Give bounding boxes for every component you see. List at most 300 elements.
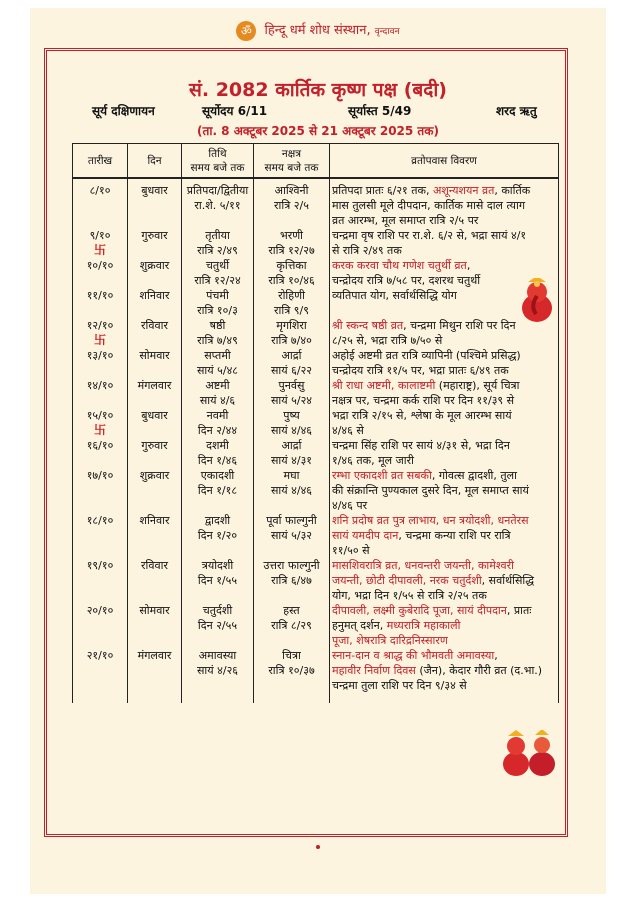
vrat-text: श्री राधा अष्टमी, कालाष्टमी: [332, 379, 436, 392]
date-value: १२/१०: [86, 319, 114, 332]
tithi-cell: [182, 633, 254, 648]
ayan-label: सूर्य दक्षिणायन: [92, 104, 155, 118]
table-row: [73, 468, 559, 483]
day-cell: [128, 393, 182, 408]
vrat-cell: [330, 438, 559, 453]
tithi-time: रा.शे. ५/११: [194, 199, 241, 212]
day-value: मंगलवार: [137, 649, 172, 662]
date-cell: [73, 603, 128, 618]
tithi-time: दिन २/५५: [197, 619, 238, 632]
nakshatra-name: आश्विनी: [274, 184, 309, 197]
day-value: बुधवार: [141, 184, 168, 197]
day-cell: [128, 348, 182, 363]
tithi-cell: [182, 558, 254, 573]
nakshatra-cell: [254, 243, 330, 258]
day-cell: [128, 318, 182, 333]
day-cell: [128, 258, 182, 273]
tithi-cell: [182, 408, 254, 423]
table-bottom: [73, 693, 559, 703]
table-row: [73, 333, 559, 348]
day-value: गुरुवार: [141, 229, 168, 242]
table-row: [73, 528, 559, 543]
nakshatra-cell: [254, 543, 330, 558]
table-row: [73, 558, 559, 573]
date-cell: [73, 543, 128, 558]
table-row: [73, 423, 559, 438]
day-cell: [128, 423, 182, 438]
nakshatra-cell: [254, 603, 330, 618]
date-value: १३/१०: [86, 349, 114, 362]
swastik-icon: 卐: [93, 423, 106, 437]
vrat-text: योग, भद्रा दिन १/५५ से रात्रि २/२५ तक: [332, 589, 487, 602]
nakshatra-time: रात्रि ६/४७: [271, 574, 312, 587]
nakshatra-cell: [254, 288, 330, 303]
table-row: [73, 678, 559, 693]
col-tithi-sub: समय बजे तक: [190, 161, 245, 174]
date-cell: [73, 588, 128, 603]
day-cell: [128, 213, 182, 228]
tithi-time: दिन १/१८: [197, 484, 238, 497]
tithi-time: रात्रि ७/४९: [197, 334, 238, 347]
day-cell: [128, 528, 182, 543]
day-cell: [128, 333, 182, 348]
nakshatra-cell: [254, 333, 330, 348]
table-row: [73, 363, 559, 378]
nakshatra-cell: [254, 648, 330, 663]
table-bottom-cell: [128, 693, 182, 703]
vrat-text: , चन्द्रमा कन्या राशि पर रात्रि: [398, 529, 511, 542]
day-cell: [128, 513, 182, 528]
date-cell: [73, 468, 128, 483]
org-name: हिन्दू धर्म शोध संस्थान,: [264, 23, 371, 38]
col-nakshatra-sub: समय बजे तक: [264, 161, 319, 174]
table-row: [73, 573, 559, 588]
day-cell: [128, 378, 182, 393]
om-icon: ॐ: [236, 21, 256, 41]
vrat-cell: [330, 348, 559, 363]
vrat-text: , कार्तिक: [494, 184, 531, 197]
table-row: [73, 438, 559, 453]
tithi-name: सप्तमी: [204, 349, 231, 362]
nakshatra-cell: [254, 663, 330, 678]
nakshatra-cell: [254, 228, 330, 243]
date-value: १४/१०: [86, 379, 114, 392]
tithi-name: त्रयोदशी: [201, 559, 234, 572]
date-cell: [73, 198, 128, 213]
date-cell: [73, 318, 128, 333]
nakshatra-cell: [254, 363, 330, 378]
table-row: [73, 273, 559, 288]
nakshatra-cell: [254, 198, 330, 213]
day-cell: [128, 678, 182, 693]
day-cell: [128, 468, 182, 483]
table-bottom-cell: [254, 693, 330, 703]
day-cell: [128, 588, 182, 603]
nakshatra-name: हस्त: [283, 604, 300, 617]
day-value: रविवार: [141, 559, 168, 572]
nakshatra-time: सायं ४/४६: [270, 424, 313, 437]
nakshatra-name: मघा: [283, 469, 300, 482]
date-cell: [73, 453, 128, 468]
nakshatra-name: मृगशिरा: [276, 319, 307, 332]
vrat-text: चन्द्रमा वृष राशि पर रा.शे. ६/२ से, भद्रा सायं ४/१: [332, 229, 527, 242]
vrat-text: , चन्द्रमा मिथुन राशि पर दिन: [403, 319, 516, 332]
tithi-cell: [182, 303, 254, 318]
day-cell: [128, 408, 182, 423]
date-value: १९/१०: [86, 559, 114, 572]
table-row: [73, 633, 559, 648]
date-cell: [73, 483, 128, 498]
date-cell: [73, 438, 128, 453]
vrat-text: नक्षत्र पर, चन्द्रमा कर्क राशि पर दिन ११/३९ से: [332, 394, 515, 407]
vrat-text: ८/२५ से, भद्रा रात्रि ७/५० से: [332, 334, 443, 347]
date-cell: [73, 213, 128, 228]
tithi-cell: [182, 348, 254, 363]
date-cell: [73, 528, 128, 543]
nakshatra-cell: [254, 393, 330, 408]
nakshatra-cell: [254, 438, 330, 453]
sunset-label: सूर्यास्त 5/49: [348, 104, 412, 118]
vrat-cell: [330, 603, 559, 618]
vrat-cell: [330, 363, 559, 378]
vrat-text: स्नान-दान व श्राद्ध की भौमवती अमावस्या: [332, 649, 495, 662]
tithi-cell: [182, 603, 254, 618]
vrat-text: ११/५० से: [332, 544, 370, 557]
table-row: [73, 378, 559, 393]
date-value: ९/१०: [89, 229, 111, 242]
vrat-cell: [330, 243, 559, 258]
date-cell: [73, 303, 128, 318]
tithi-cell: [182, 258, 254, 273]
table-row: [73, 213, 559, 228]
nakshatra-cell: [254, 588, 330, 603]
tithi-name: तृतीया: [205, 229, 230, 242]
tithi-cell: [182, 513, 254, 528]
tithi-name: नवमी: [206, 409, 229, 422]
nakshatra-time: रात्रि २/५: [274, 199, 309, 212]
vrat-text: प्रतिपदा प्रातः ६/२१ तक,: [332, 184, 433, 197]
day-cell: [128, 363, 182, 378]
date-cell: [73, 183, 128, 198]
vrat-cell: [330, 228, 559, 243]
vrat-text: व्यतिपात योग, सर्वार्थसिद्धि योग: [332, 289, 457, 302]
date-cell: [73, 423, 128, 438]
table-row: [73, 498, 559, 513]
nakshatra-cell: [254, 348, 330, 363]
day-value: सोमवार: [139, 604, 170, 617]
vrat-cell: [330, 423, 559, 438]
vrat-text: पूजा, शेषरात्रि दारिद्रनिस्सारण: [332, 634, 448, 647]
col-tithi-label: तिथि: [208, 147, 227, 160]
tithi-name: एकादशी: [200, 469, 235, 482]
nakshatra-name: आर्द्रा: [281, 439, 302, 452]
tithi-cell: [182, 453, 254, 468]
date-cell: [73, 363, 128, 378]
date-cell: [73, 558, 128, 573]
tithi-cell: [182, 528, 254, 543]
day-cell: [128, 183, 182, 198]
nakshatra-name: कृत्तिका: [276, 259, 307, 272]
day-value: शुक्रवार: [139, 469, 170, 482]
nakshatra-cell: [254, 378, 330, 393]
vrat-cell: [330, 633, 559, 648]
nakshatra-name: पुनर्वसु: [278, 379, 305, 392]
nakshatra-cell: [254, 468, 330, 483]
tithi-cell: [182, 363, 254, 378]
day-value: बुधवार: [141, 409, 168, 422]
tithi-time: रात्रि १२/२४: [194, 274, 241, 287]
tithi-cell: [182, 648, 254, 663]
date-value: १०/१०: [86, 259, 114, 272]
vrat-cell: [330, 198, 559, 213]
nakshatra-cell: [254, 573, 330, 588]
tithi-cell: [182, 498, 254, 513]
vrat-text: व्रत आरम्भ, मूल समाप्त रात्रि २/५ पर: [332, 214, 479, 227]
nakshatra-time: सायं ४/४६: [270, 484, 313, 497]
date-cell: [73, 378, 128, 393]
swastik-icon: 卐: [93, 333, 106, 347]
table-row: [73, 198, 559, 213]
col-tithi-header: [182, 144, 254, 179]
vrat-cell: [330, 468, 559, 483]
vrat-cell: [330, 378, 559, 393]
date-cell: [73, 648, 128, 663]
nakshatra-time: रात्रि १०/४६: [268, 274, 315, 287]
date-cell: [73, 348, 128, 363]
table-row: [73, 408, 559, 423]
date-cell: [73, 288, 128, 303]
vrat-cell: [330, 678, 559, 693]
tithi-name: पंचमी: [206, 289, 229, 302]
vrat-cell: [330, 408, 559, 423]
vrat-text: १/४६ तक, मूल जारी: [332, 454, 414, 467]
tithi-cell: [182, 573, 254, 588]
nakshatra-cell: [254, 273, 330, 288]
tithi-cell: [182, 468, 254, 483]
tithi-cell: [182, 678, 254, 693]
date-cell: [73, 633, 128, 648]
tithi-cell: [182, 423, 254, 438]
date-value: ११/१०: [86, 289, 114, 302]
vrat-text: मासशिवरात्रि व्रत, धनवन्तरी जयन्ती, कामेश्वरी: [332, 559, 514, 572]
org-place: वृन्दावन: [374, 27, 400, 37]
tithi-time: दिन १/२०: [197, 529, 238, 542]
vrat-cell: [330, 528, 559, 543]
nakshatra-cell: [254, 213, 330, 228]
table-row: [73, 228, 559, 243]
nakshatra-cell: [254, 633, 330, 648]
day-cell: [128, 243, 182, 258]
date-value: २१/१०: [86, 649, 114, 662]
day-cell: [128, 648, 182, 663]
table-header-row: [73, 144, 559, 179]
nakshatra-cell: [254, 678, 330, 693]
table-row: [73, 303, 559, 318]
table-row: [73, 513, 559, 528]
date-cell: [73, 408, 128, 423]
date-cell: [73, 228, 128, 243]
vrat-text: चन्द्रमा तुला राशि पर दिन ९/३४ से: [332, 679, 467, 692]
tithi-cell: [182, 438, 254, 453]
nakshatra-time: रात्रि ८/२९: [271, 619, 312, 632]
date-value: ८/१०: [89, 184, 111, 197]
tithi-cell: [182, 393, 254, 408]
table-row: [73, 648, 559, 663]
day-cell: [128, 558, 182, 573]
vrat-text: चन्द्रमा सिंह राशि पर सायं ४/३१ से, भद्रा दिन: [332, 439, 510, 452]
nakshatra-time: सायं ६/२२: [270, 364, 313, 377]
tithi-cell: [182, 543, 254, 558]
vrat-cell: [330, 513, 559, 528]
table-bottom-cell: [73, 693, 128, 703]
vrat-text: , प्रातः: [506, 604, 532, 617]
nakshatra-cell: [254, 258, 330, 273]
tithi-cell: [182, 288, 254, 303]
page-title: सं. 2082 कार्तिक कृष्ण पक्ष (बदी): [189, 79, 447, 101]
nakshatra-cell: [254, 528, 330, 543]
tithi-cell: [182, 483, 254, 498]
nakshatra-name: भरणी: [279, 229, 304, 242]
nakshatra-cell: [254, 183, 330, 198]
tithi-cell: [182, 183, 254, 198]
nakshatra-name: रोहिणी: [278, 289, 305, 302]
col-vrat-header: व्रतोपवास विवरण: [330, 144, 559, 179]
nakshatra-time: सायं ५/२४: [270, 394, 313, 407]
nakshatra-name: चित्रा: [282, 649, 301, 662]
day-cell: [128, 453, 182, 468]
vrat-cell: [330, 588, 559, 603]
tithi-name: दशमी: [206, 439, 229, 452]
day-cell: [128, 543, 182, 558]
vrat-cell: [330, 648, 559, 663]
vrat-text: जयन्ती, छोटी दीपावली, नरक चतुर्दशी: [332, 574, 482, 587]
vrat-text: अशून्यशयन व्रत: [432, 184, 495, 197]
table-bottom-cell: [330, 693, 559, 703]
day-cell: [128, 573, 182, 588]
day-cell: [128, 618, 182, 633]
sunrise-label: सूर्योदय 6/11: [202, 104, 268, 118]
table-row: [73, 183, 559, 198]
nakshatra-cell: [254, 453, 330, 468]
date-cell: [73, 498, 128, 513]
tithi-time: दिन १/५५: [197, 574, 238, 587]
table-row: [73, 453, 559, 468]
vrat-text: (जैन), केदार गौरी व्रत (द.भा.): [415, 664, 543, 677]
tithi-cell: [182, 273, 254, 288]
vrat-text: ४/४६ से: [332, 424, 364, 437]
day-cell: [128, 498, 182, 513]
day-cell: [128, 288, 182, 303]
tithi-time: दिन १/४६: [197, 454, 238, 467]
date-value: २०/१०: [86, 604, 114, 617]
vrat-text: (महाराष्ट्र), सूर्य चित्रा: [435, 379, 520, 392]
table-row: [73, 348, 559, 363]
decorative-dot: [316, 845, 320, 849]
tithi-time: दिन २/४४: [197, 424, 238, 437]
day-cell: [128, 273, 182, 288]
day-cell: [128, 483, 182, 498]
day-cell: [128, 198, 182, 213]
vrat-text: महावीर निर्वाण दिवस: [332, 664, 416, 677]
date-cell: [73, 573, 128, 588]
tithi-cell: [182, 318, 254, 333]
tithi-name: अष्टमी: [205, 379, 230, 392]
nakshatra-time: सायं ५/३२: [270, 529, 313, 542]
nakshatra-cell: [254, 423, 330, 438]
nakshatra-name: उत्तरा फाल्गुनी: [263, 559, 320, 572]
tithi-name: अमावस्या: [198, 649, 237, 662]
nakshatra-cell: [254, 318, 330, 333]
date-cell: [73, 663, 128, 678]
vrat-cell: [330, 393, 559, 408]
tithi-cell: [182, 198, 254, 213]
col-nakshatra-header: [254, 144, 330, 179]
date-value: १६/१०: [86, 439, 114, 452]
day-cell: [128, 633, 182, 648]
date-value: १८/१०: [86, 514, 114, 527]
table-row: [73, 318, 559, 333]
col-nakshatra-label: नक्षत्र: [281, 147, 302, 160]
table-row: [73, 258, 559, 273]
nakshatra-time: सायं ४/३१: [270, 454, 313, 467]
vrat-cell: [330, 573, 559, 588]
tithi-cell: [182, 228, 254, 243]
date-cell: [73, 393, 128, 408]
nakshatra-cell: [254, 303, 330, 318]
tithi-cell: [182, 663, 254, 678]
nakshatra-cell: [254, 483, 330, 498]
day-cell: [128, 438, 182, 453]
table-row: [73, 543, 559, 558]
col-date-header: तारीख: [73, 144, 128, 179]
nakshatra-name: आर्द्रा: [281, 349, 302, 362]
vrat-cell: [330, 618, 559, 633]
col-day-header: दिन: [128, 144, 182, 179]
vrat-cell: [330, 258, 559, 273]
day-value: मंगलवार: [137, 379, 172, 392]
swastik-icon: 卐: [93, 243, 106, 257]
date-value: १७/१०: [86, 469, 114, 482]
day-cell: [128, 663, 182, 678]
lakshmi-ganesha-icon: [498, 730, 560, 778]
nakshatra-cell: [254, 498, 330, 513]
date-cell: [73, 513, 128, 528]
vrat-text: सायं यमदीप दान: [332, 529, 399, 542]
tithi-name: षष्ठी: [209, 319, 226, 332]
vrat-cell: [330, 453, 559, 468]
table-row: [73, 618, 559, 633]
vrat-cell: [330, 333, 559, 348]
vrat-text: हनुमत् दर्शन,: [332, 619, 387, 632]
date-cell: [73, 258, 128, 273]
tithi-cell: [182, 243, 254, 258]
tithi-cell: [182, 333, 254, 348]
tithi-cell: [182, 378, 254, 393]
tithi-name: प्रतिपदा/द्वितीया: [186, 184, 249, 197]
vrat-text: से रात्रि २/४९ तक: [332, 244, 402, 257]
nakshatra-time: रात्रि ७/४०: [271, 334, 312, 347]
nakshatra-cell: [254, 618, 330, 633]
day-cell: [128, 303, 182, 318]
tithi-name: द्वादशी: [204, 514, 231, 527]
vrat-text: रम्भा एकादशी व्रत सबकी: [332, 469, 432, 482]
date-value: १५/१०: [86, 409, 114, 422]
date-cell: [73, 273, 128, 288]
day-cell: [128, 228, 182, 243]
table-body: [73, 183, 559, 703]
tithi-time: रात्रि १०/३: [197, 304, 238, 317]
vrat-text: , गोवत्स द्वादशी, तुला: [431, 469, 517, 482]
